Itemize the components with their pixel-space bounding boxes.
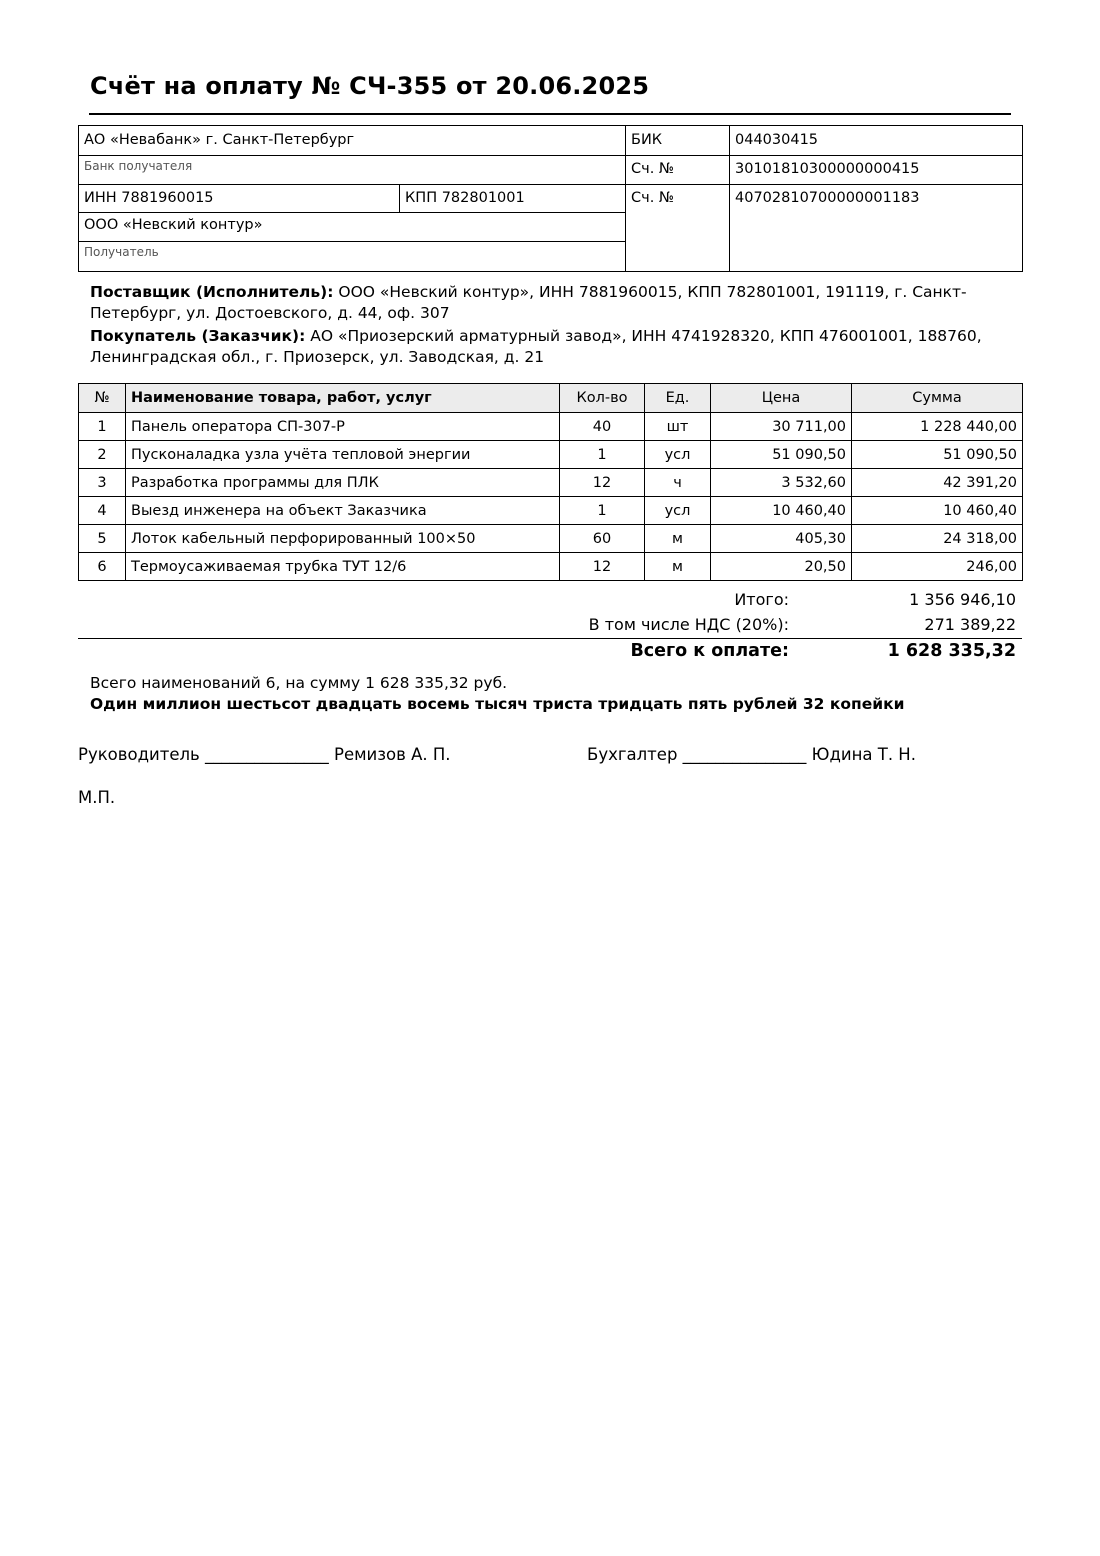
- bank-name: АО «Невабанк» г. Санкт-Петербург: [79, 126, 626, 156]
- row-qty: 12: [560, 469, 645, 497]
- table-row: [79, 441, 1023, 469]
- row-price: 3 532,60: [711, 469, 852, 497]
- row-price: 20,50: [711, 553, 852, 581]
- corr-account-value: 30101810300000000415: [730, 156, 1023, 185]
- row-num: 4: [79, 497, 126, 525]
- vat-value: 271 389,22: [924, 615, 1016, 634]
- col-header-price: Цена: [711, 384, 852, 413]
- row-unit: ч: [645, 469, 711, 497]
- row-sum: 10 460,40: [852, 497, 1023, 525]
- row-sum: 1 228 440,00: [852, 413, 1023, 441]
- row-unit: усл: [645, 497, 711, 525]
- table-row: [79, 497, 1023, 525]
- row-name: Термоусаживаемая трубка ТУТ 12/6: [126, 553, 560, 581]
- recipient-inn: ИНН 7881960015: [79, 185, 400, 213]
- col-header-sum: Сумма: [852, 384, 1023, 413]
- recipient-kpp: КПП 782801001: [400, 185, 626, 213]
- row-unit: усл: [645, 441, 711, 469]
- row-num: 3: [79, 469, 126, 497]
- col-header-name: Наименование товара, работ, услуг: [126, 384, 560, 413]
- row-qty: 1: [560, 497, 645, 525]
- row-num: 1: [79, 413, 126, 441]
- grand-total-label: Всего к оплате:: [630, 641, 789, 661]
- totals-block: [78, 588, 1022, 665]
- stamp-placeholder: М.П.: [78, 788, 116, 807]
- row-price: 405,30: [711, 525, 852, 553]
- row-num: 2: [79, 441, 126, 469]
- summary-block: [90, 673, 904, 715]
- row-name: Выезд инженера на объект Заказчика: [126, 497, 560, 525]
- col-header-qty: Кол-во: [560, 384, 645, 413]
- table-row: [79, 413, 1023, 441]
- recipient-caption: Получатель: [79, 242, 626, 272]
- row-num: 6: [79, 553, 126, 581]
- row-sum: 51 090,50: [852, 441, 1023, 469]
- row-name: Разработка программы для ПЛК: [126, 469, 560, 497]
- subtotal-row: [78, 588, 1022, 613]
- accountant-signature: Бухгалтер _______________ Юдина Т. Н.: [587, 745, 916, 764]
- bik-value: 044030415: [730, 126, 1023, 156]
- row-price: 51 090,50: [711, 441, 852, 469]
- row-name: Пусконаладка узла учёта тепловой энергии: [126, 441, 560, 469]
- table-row: [79, 553, 1023, 581]
- grand-total-value: 1 628 335,32: [887, 641, 1016, 661]
- amount-in-words: Один миллион шестьсот двадцать восемь тысяч триста тридцать пять рублей 32 копейки: [90, 695, 905, 713]
- recipient-name: ООО «Невский контур»: [79, 213, 626, 242]
- title-divider: [89, 113, 1011, 115]
- subtotal-label: Итого:: [734, 590, 789, 609]
- supplier-line: [90, 282, 1020, 324]
- corr-account-label: Сч. №: [626, 156, 730, 185]
- supplier-details: ООО «Невский контур», ИНН 7881960015, КПП 782801001, 191119, г. Санкт-Петербург, ул. Достоевского, д. 44, оф. 307: [90, 283, 967, 322]
- row-qty: 60: [560, 525, 645, 553]
- items-table: [78, 383, 1023, 581]
- row-unit: м: [645, 525, 711, 553]
- row-name: Панель оператора СП-307-Р: [126, 413, 560, 441]
- grand-total-row: [78, 638, 1022, 665]
- bank-caption: Банк получателя: [79, 156, 626, 185]
- table-row: [79, 469, 1023, 497]
- row-qty: 12: [560, 553, 645, 581]
- bik-label: БИК: [626, 126, 730, 156]
- table-row: [79, 525, 1023, 553]
- page-title: Счёт на оплату № СЧ-355 от 20.06.2025: [90, 72, 650, 100]
- row-qty: 40: [560, 413, 645, 441]
- row-price: 10 460,40: [711, 497, 852, 525]
- row-sum: 24 318,00: [852, 525, 1023, 553]
- row-unit: шт: [645, 413, 711, 441]
- account-label: Сч. №: [626, 185, 730, 272]
- row-unit: м: [645, 553, 711, 581]
- vat-row: [78, 613, 1022, 638]
- col-header-num: №: [79, 384, 126, 413]
- row-price: 30 711,00: [711, 413, 852, 441]
- buyer-label: Покупатель (Заказчик):: [90, 327, 306, 345]
- director-signature: Руководитель _______________ Ремизов А. П.: [78, 745, 451, 764]
- subtotal-value: 1 356 946,10: [909, 590, 1016, 609]
- supplier-label: Поставщик (Исполнитель):: [90, 283, 334, 301]
- row-qty: 1: [560, 441, 645, 469]
- items-count-line: Всего наименований 6, на сумму 1 628 335,32 руб.: [90, 674, 508, 692]
- vat-label: В том числе НДС (20%):: [588, 615, 789, 634]
- row-sum: 42 391,20: [852, 469, 1023, 497]
- items-header-row: [79, 384, 1023, 413]
- buyer-line: [90, 326, 1020, 368]
- account-value: 40702810700000001183: [730, 185, 1023, 272]
- col-header-unit: Ед.: [645, 384, 711, 413]
- row-name: Лоток кабельный перфорированный 100×50: [126, 525, 560, 553]
- row-num: 5: [79, 525, 126, 553]
- row-sum: 246,00: [852, 553, 1023, 581]
- buyer-details: АО «Приозерский арматурный завод», ИНН 4741928320, КПП 476001001, 188760, Ленинградская обл., г. Приозерск, ул. Заводская, д. 21: [90, 327, 982, 366]
- bank-details-table: [78, 125, 1023, 272]
- parties-block: [90, 282, 1020, 370]
